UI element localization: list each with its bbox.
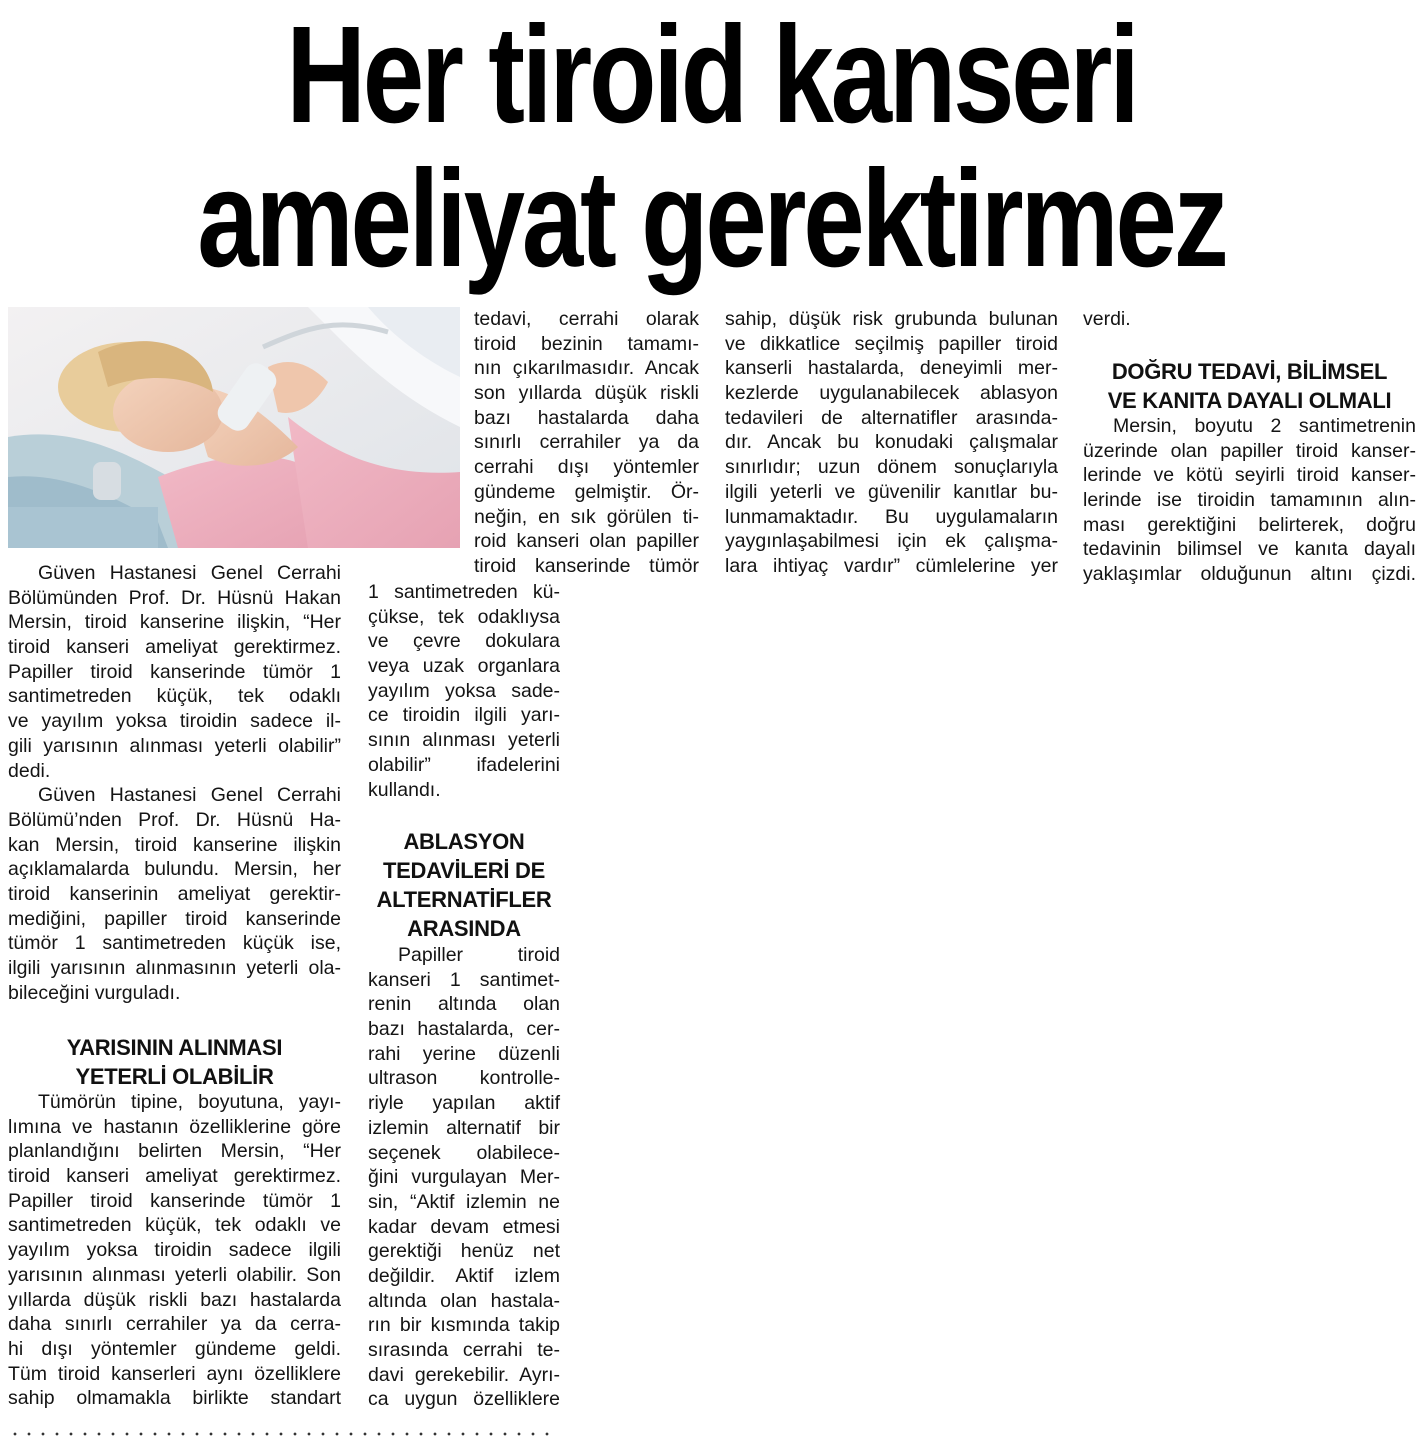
subheading-2 [364, 827, 564, 943]
text-line: veya uzak organlara [368, 655, 560, 678]
text-line: bileceğini vurguladı. [8, 981, 181, 1004]
subheading-line: YARISININ ALINMASI [66, 1035, 283, 1060]
text-line: çükse, tek odaklıysa [368, 605, 560, 628]
column-3 [725, 307, 1058, 579]
text-line: ce tiroidin ilgili yarı- [368, 704, 560, 727]
text-line: lunmamaktadır. Bu uygulamaların [725, 505, 1058, 528]
text-line: Mersin, boyutu 2 santimetrenin [1113, 415, 1416, 437]
text-line: Bölümünden Prof. Dr. Hüsnü Hakan [8, 586, 341, 609]
headline-line-1: Her tiroid kanseri [286, 0, 1137, 152]
subheading-1 [8, 1033, 341, 1091]
text-line: kan Mersin, tiroid kanserine ilişkin [8, 833, 341, 856]
column-1-body [8, 1090, 341, 1411]
text-line: tiroid kanserinde tümör [474, 554, 699, 577]
text-line: tiroid kanseri ameliyat gerektirmez. [8, 1165, 341, 1188]
headline-line-2: ameliyat gerektirmez [197, 142, 1226, 296]
text-line: tedavi, cerrahi olarak [474, 308, 699, 330]
text-line: sırasında cerrahi te- [368, 1339, 560, 1361]
text-line: ve yayılım yoksa tiroidin sadece il- [8, 710, 341, 733]
text-line: lımına ve hastanın özelliklerine göre [8, 1115, 341, 1138]
text-line: kanserli hastalarda, deneyimli mer- [725, 357, 1058, 380]
column-2-mid [368, 580, 560, 802]
text-line: gündeme gelmiştir. Ör- [474, 480, 699, 503]
text-line: izlemin alternatif bir [368, 1116, 560, 1139]
text-line: riyle yapılan aktif [368, 1092, 560, 1115]
subheading-line: ABLASYON [403, 829, 525, 854]
subheading-line: ALTERNATİFLER [376, 887, 552, 912]
text-line: renin altında olan [368, 993, 560, 1016]
text-line: Tümörün tipine, boyutuna, yayı- [38, 1091, 341, 1113]
text-line: yayılım yoksa tiroidin sadece ilgili [8, 1239, 341, 1262]
text-line: ilgili yarısının alınmasının yeterli ola- [8, 957, 341, 979]
text-line: Papiller tiroid kanserinde tümör 1 [8, 1189, 341, 1212]
subheading-3 [1083, 357, 1416, 415]
text-line: rahi yerine düzenli [368, 1042, 560, 1065]
text-line: ması gerektiğini belirterek, doğru [1083, 513, 1416, 536]
text-line: sının alınması yeterli [368, 729, 560, 752]
text-line: kanseri 1 santimet- [368, 968, 560, 991]
text-line: verdi. [1083, 308, 1131, 330]
text-line: yarısının alınması yeterli olabilir. Son [8, 1263, 341, 1286]
text-line: kezlerde uygulanabilecek ablasyon [725, 382, 1058, 405]
text-line: bazı hastalarda daha [474, 406, 699, 429]
text-line: daha sınırlı cerrahiler ya da cerra- [8, 1313, 341, 1336]
text-line: sin, “Aktif izlemin ne [368, 1190, 560, 1213]
text-line: sahip, düşük risk grubunda bulunan [725, 308, 1058, 330]
text-line: ğini vurgulayan Mer- [368, 1166, 560, 1189]
text-line: ca uygun özelliklere [368, 1388, 560, 1411]
text-line: üzerinde olan papiller tiroid kanser- [1083, 439, 1416, 462]
text-line: lara ihtiyaç vardır” cümlelerine yer [725, 554, 1058, 577]
subheading-line: TEDAVİLERİ DE [383, 858, 545, 883]
text-line: sınırlı cerrahiler ya da [474, 431, 699, 454]
column-4-top [1083, 307, 1416, 332]
text-line: yaygınlaşabilmesi için ek çalışma- [725, 530, 1058, 553]
text-line: tiroid kanserinin ameliyat gerektir- [8, 882, 341, 905]
text-line: ultrason kontrolle- [368, 1067, 560, 1090]
text-line: planlandığını belirten Mersin, “Her [8, 1140, 341, 1163]
text-line: seçenek olabilece- [368, 1141, 560, 1164]
column-2-body [368, 943, 560, 1412]
text-line: dır. Ancak bu konudaki çalışmalar [725, 431, 1058, 454]
text-line: gerektiği henüz net [368, 1240, 560, 1263]
text-line: ve çevre dokulara [368, 630, 560, 653]
text-line: olabilir” ifadelerini [368, 753, 560, 776]
text-line: sınırlıdır; uzun dönem sonuçlarıyla [725, 456, 1058, 479]
text-line: sahip olmamakla birlikte standart [8, 1387, 341, 1410]
text-line: yaklaşımlar olduğunun altını çizdi. [1083, 563, 1416, 586]
text-line: yıllarda düşük riskli bazı hastalarda [8, 1288, 341, 1311]
text-line: Güven Hastanesi Genel Cerrahi [38, 784, 341, 807]
text-line: nın çıkarılmasıdır. Ancak [474, 357, 699, 380]
subheading-line: DOĞRU TEDAVİ, BİLİMSEL [1111, 359, 1388, 384]
subheading-line: YETERLİ OLABİLİR [75, 1064, 274, 1089]
text-line: mediğini, papiller tiroid kanserinde [8, 907, 341, 930]
text-line: yayılım yoksa sade- [368, 679, 560, 702]
text-line: ilgili yeterli ve güvenilir kanıtlar bu- [725, 480, 1058, 503]
text-line: açıklamalarda bulundu. Mersin, her [8, 858, 341, 881]
text-line: tedavinin bilimsel ve kanıta dayalı [1083, 538, 1416, 561]
text-line: Papiller tiroid [398, 944, 560, 966]
text-line: 1 santimetreden kü- [368, 581, 560, 603]
text-line: ve dikkatlice seçilmiş papiller tiroid [725, 332, 1058, 355]
subheading-line: ARASINDA [407, 916, 521, 941]
text-line: altında olan hastala- [368, 1289, 560, 1312]
text-line: dedi. [8, 759, 51, 782]
text-line: Bölümü’nden Prof. Dr. Hüsnü Ha- [8, 808, 341, 831]
text-line: bazı hastalarda, cer- [368, 1018, 560, 1041]
text-line: neğin, en sık görülen ti- [474, 505, 699, 528]
text-line: lerinde ise tiroidin tamamının alın- [1083, 489, 1416, 512]
text-line: hi dışı yöntemler gündeme geldi. [8, 1337, 341, 1360]
subheading-line: VE KANITA DAYALI OLMALI [1107, 388, 1392, 413]
text-line: lerinde ve kötü seyirli tiroid kanser- [1083, 464, 1416, 487]
article-photo [8, 307, 460, 548]
text-line: davi gerekebilir. Ayrı- [368, 1363, 560, 1386]
text-line: tedavileri de alternatifler arasında- [725, 406, 1058, 429]
column-2-top [474, 307, 699, 579]
text-line: Mersin, tiroid kanserine ilişkin, “Her [8, 611, 341, 634]
column-4-body [1083, 414, 1416, 587]
text-line: cerrahi dışı yöntemler [474, 456, 699, 479]
text-line: tümör 1 santimetreden küçük ise, [8, 932, 341, 955]
text-line: değildir. Aktif izlem [368, 1264, 560, 1287]
footer-dotted-rule [8, 1432, 553, 1436]
text-line: kadar devam etmesi [368, 1215, 560, 1238]
text-line: rın bir kısmında takip [368, 1314, 560, 1337]
text-line: santimetreden küçük, tek odaklı ve [8, 1214, 341, 1237]
text-line: son yıllarda düşük riskli [474, 382, 699, 405]
text-line: santimetreden küçük, tek odaklı [8, 685, 341, 708]
text-line: kullandı. [368, 778, 441, 801]
text-line: tiroid bezinin tamamı- [474, 332, 699, 355]
text-line: tiroid kanseri ameliyat gerektirmez. [8, 636, 341, 659]
text-line: gili yarısının alınması yeterli olabilir” [8, 734, 341, 757]
column-1-intro [8, 561, 341, 1005]
text-line: Güven Hastanesi Genel Cerrahi [38, 562, 341, 584]
text-line: Tüm tiroid kanserleri aynı özelliklere [8, 1362, 341, 1385]
text-line: roid kanseri olan papiller [474, 530, 699, 553]
text-line: Papiller tiroid kanserinde tümör 1 [8, 660, 341, 683]
